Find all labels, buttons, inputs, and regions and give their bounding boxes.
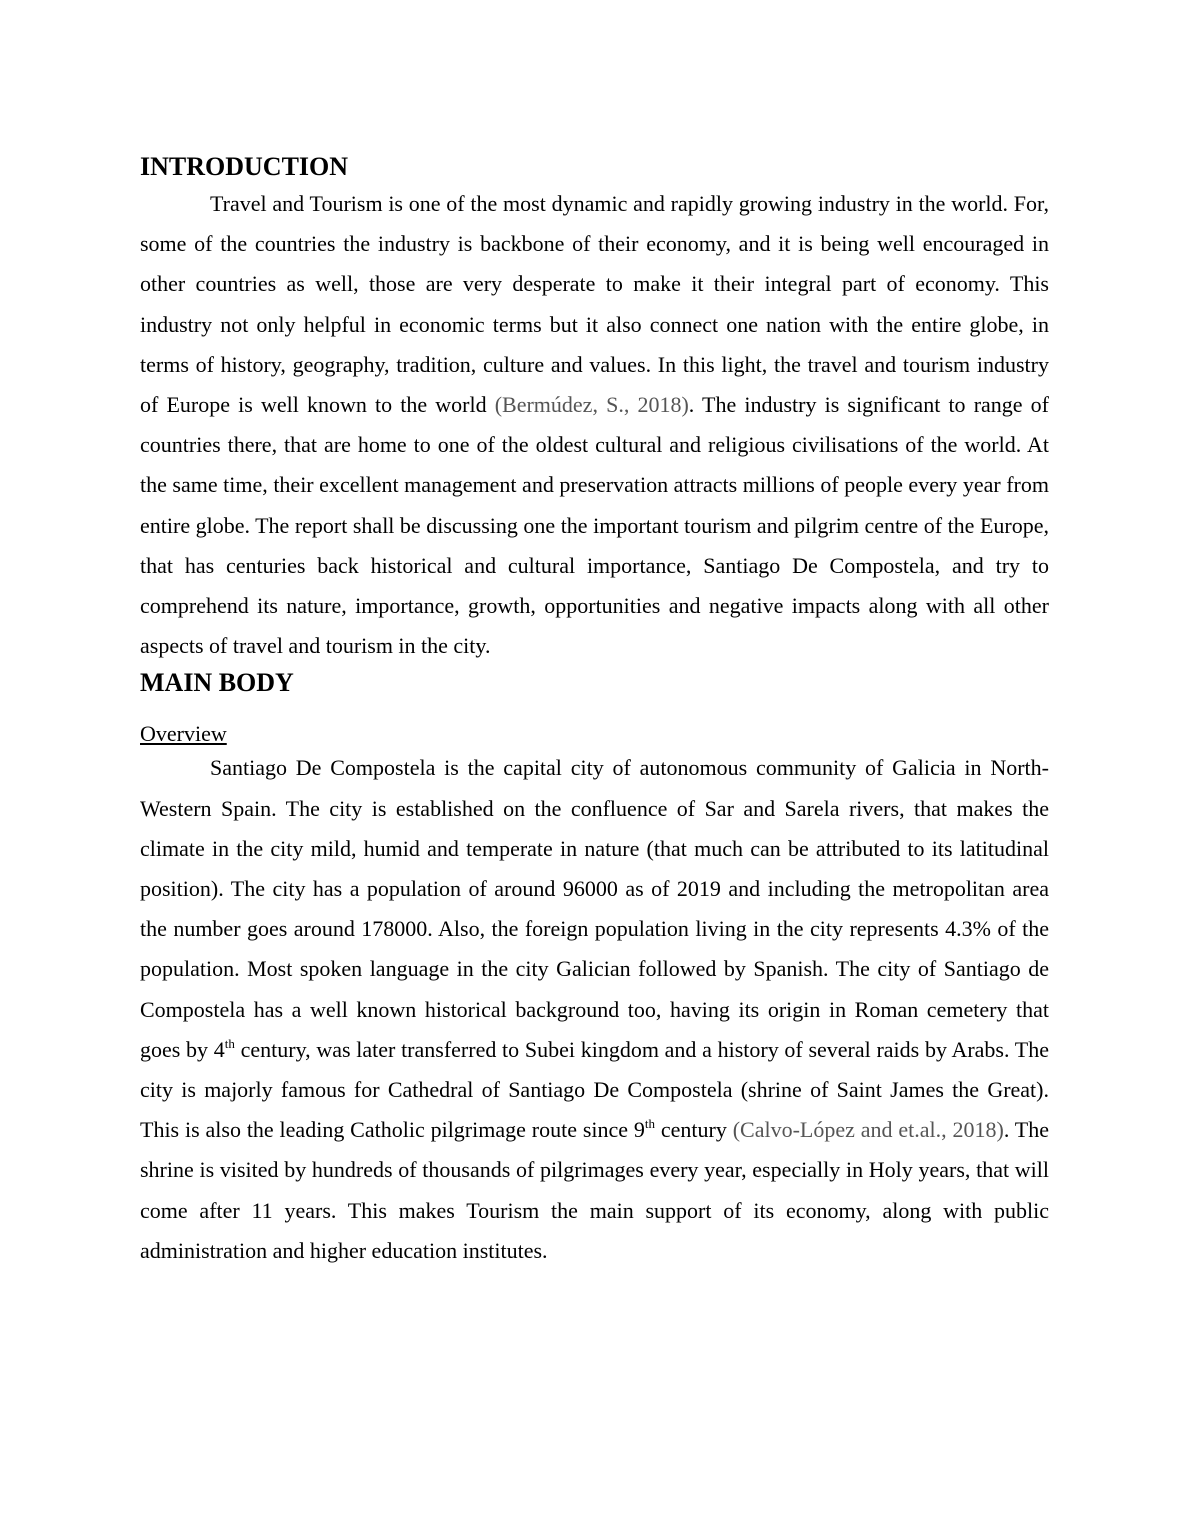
overview-paragraph <box>140 748 1049 1271</box>
document-page <box>140 150 1049 1271</box>
introduction-heading: INTRODUCTION <box>140 152 349 181</box>
introduction-text-2: . The industry is significant to range of countries there, that are home to one of the oldest cultural and religious civilisations of the world. At the same time, their excellent management and preservation attracts millions of people every year from entire globe. The report shall be discussing one the important tourism and pilgrim centre of the Europe, that has centuries back historical and cultural importance, Santiago De Compostela, and try to comprehend its nature, importance, growth, opportunities and negative impacts along with all other aspects of travel and tourism in the city. <box>140 392 1050 659</box>
citation-bermudez: (Bermúdez, S., 2018) <box>494 392 689 418</box>
ordinal-superscript-9th: th <box>644 1116 656 1132</box>
overview-text-2: century, was later transferred to Subei kingdom and a history of several raids by Arabs. The city is majorly famous for Cathedral of Santiago De Compostela (shrine of Saint James the Great). This is also the leading Catholic pilgrimage route since 9 <box>140 1036 1050 1143</box>
introduction-paragraph <box>140 184 1049 666</box>
main-body-heading: MAIN BODY <box>140 668 294 698</box>
introduction-text-1: Travel and Tourism is one of the most dynamic and rapidly growing industry in the world. For, some of the countries the industry is backbone of their economy, and it is being well encouraged in other countries as well, those are very desperate to make it their integral part of economy. This industry not only helpful in economic terms but it also connect one nation with the entire globe, in terms of history, geography, tradition, culture and values. In this light, the travel and tourism industry of Europe is well known to the world <box>140 191 1049 418</box>
overview-subheading: Overview <box>140 721 227 747</box>
overview-text-3: century <box>655 1117 733 1143</box>
overview-text-4: . The shrine is visited by hundreds of thousands of pilgrimages every year, especially in Holy years, that will come after 11 years. This makes Tourism the main support of its economy, along with public administration and higher education institutes. <box>140 1117 1049 1263</box>
ordinal-superscript-4th: th <box>224 1035 235 1051</box>
citation-calvo-lopez: (Calvo-López and et.al., 2018) <box>732 1117 1004 1143</box>
overview-text-1: Santiago De Compostela is the capital city of autonomous community of Galicia in North-Western Spain. The city is established on the confluence of Sar and Sarela rivers, that makes the climate in the city mild, humid and temperate in nature (that much can be attributed to its latitudinal position). The city has a population of around 96000 as of 2019 and including the metropolitan area the number goes around 178000. Also, the foreign population living in the city represents 4.3% of the population. Most spoken language in the city Galician followed by Spanish. The city of Santiago de Compostela has a well known historical background too, having its origin in Roman cemetery that goes by 4 <box>140 755 1049 1062</box>
